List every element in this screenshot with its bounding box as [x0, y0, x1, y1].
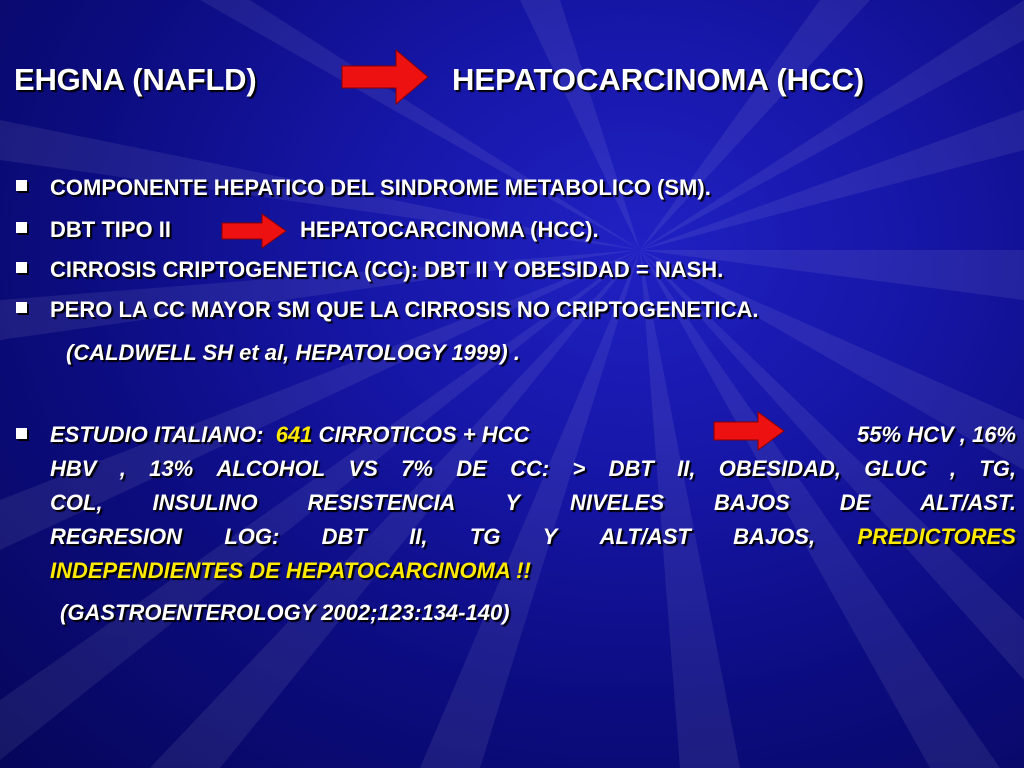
study-word: BAJOS,: [733, 524, 816, 549]
study-number: 641: [275, 422, 313, 447]
study-after-arrow: 55% HCV , 16%: [857, 422, 1016, 447]
study-word: DBT: [608, 456, 654, 481]
study-word: VS: [348, 456, 378, 481]
bullet-text: COMPONENTE HEPATICO DEL SINDROME METABOLICO (SM).: [50, 175, 711, 200]
square-bullet-icon: [16, 428, 27, 439]
reference-citation: (GASTROENTEROLOGY 2002;123:134-140): [60, 600, 510, 625]
square-bullet-icon: [16, 262, 27, 273]
study-word: CC:: [510, 456, 550, 481]
study-word: Y: [505, 490, 521, 515]
study-word: INSULINO: [152, 490, 258, 515]
study-word: RESISTENCIA: [307, 490, 456, 515]
study-word: >: [572, 456, 586, 481]
study-word: ALT/AST.: [920, 490, 1016, 515]
study-word: II,: [409, 524, 428, 549]
study-word: 7%: [401, 456, 433, 481]
bullet-text-left: DBT TIPO II: [50, 217, 171, 242]
study-word: BAJOS: [714, 490, 790, 515]
study-word: COL,: [50, 490, 103, 515]
study-line-4: [50, 520, 1016, 554]
study-word: ,: [949, 456, 956, 481]
study-word: TG: [469, 524, 501, 549]
study-word: Y: [542, 524, 558, 549]
bullet-text-right: HEPATOCARCINOMA (HCC).: [300, 217, 599, 242]
study-word: TG,: [979, 456, 1016, 481]
study-word: REGRESION: [50, 524, 183, 549]
study-word: HBV: [50, 456, 97, 481]
study-word: ALCOHOL: [216, 456, 326, 481]
study-line-5: [50, 554, 1016, 588]
study-word: LOG:: [224, 524, 280, 549]
reference-citation: (CALDWELL SH et al, HEPATOLOGY 1999) .: [66, 340, 520, 365]
study-word: NIVELES: [569, 490, 665, 515]
study-word: ALT/AST: [599, 524, 691, 549]
study-word: DBT: [321, 524, 367, 549]
right-arrow-icon: [220, 212, 288, 250]
square-bullet-icon: [16, 302, 27, 313]
study-word: GLUC: [864, 456, 927, 481]
study-highlight-predictores: PREDICTORES: [857, 524, 1016, 549]
study-word: DE: [839, 490, 871, 515]
bullet-text: PERO LA CC MAYOR SM QUE LA CIRROSIS NO CRIPTOGENETICA.: [50, 297, 759, 322]
study-word: ,: [119, 456, 126, 481]
study-line-1: [50, 418, 1016, 452]
slide-title-right: HEPATOCARCINOMA (HCC): [452, 62, 865, 97]
study-highlight-independientes: INDEPENDIENTES DE HEPATOCARCINOMA !!: [50, 558, 531, 583]
square-bullet-icon: [16, 222, 27, 233]
square-bullet-icon: [16, 180, 27, 191]
study-word: OBESIDAD,: [718, 456, 841, 481]
right-arrow-icon: [340, 48, 430, 106]
study-prefix: ESTUDIO ITALIANO:: [50, 422, 264, 447]
study-word: 13%: [149, 456, 194, 481]
study-line-2: [50, 452, 1016, 486]
study-line-3: [50, 486, 1016, 520]
study-word: II,: [677, 456, 696, 481]
study-paragraph: [50, 418, 1016, 588]
study-word: DE: [456, 456, 487, 481]
bullet-text: CIRROSIS CRIPTOGENETICA (CC): DBT II Y OBESIDAD = NASH.: [50, 257, 724, 282]
study-mid: CIRROTICOS + HCC: [318, 422, 530, 447]
slide-title-left: EHGNA (NAFLD): [14, 62, 257, 97]
